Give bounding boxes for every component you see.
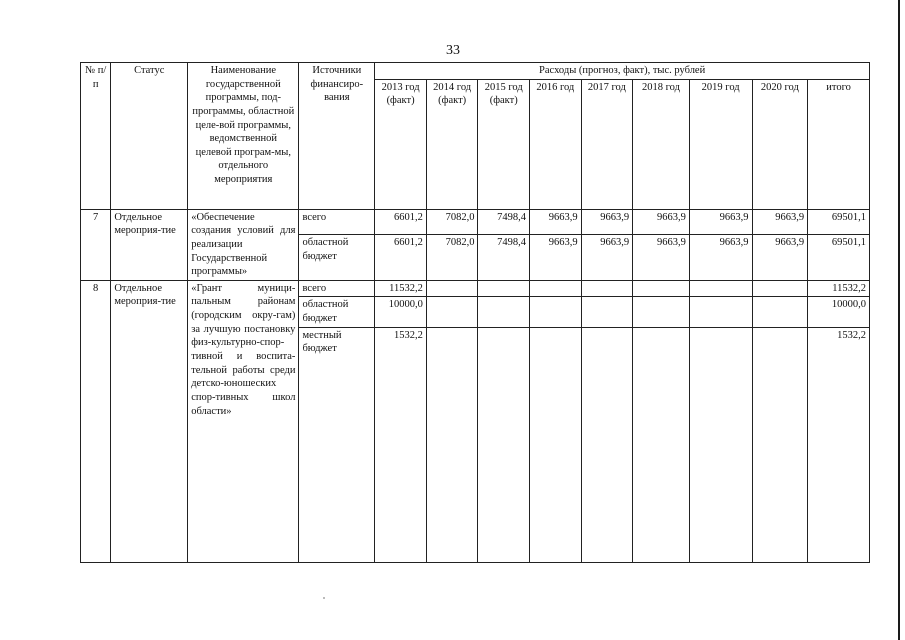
source-label: областной бюджет <box>299 297 375 327</box>
value-cell: 1532,2 <box>375 327 427 562</box>
value-cell <box>426 280 478 297</box>
header-year-0: 2013 год (факт) <box>375 79 427 209</box>
row-name: «Грант муници-пальным районам (городским окру-гам) за лучшую постановку физ-культурно-спор-тивной и воспита-тельной работы среди детско-юношеских спор-тивных школ области» <box>188 280 299 562</box>
value-cell <box>689 280 752 297</box>
header-num: № п/п <box>81 63 111 210</box>
value-cell: 9663,9 <box>581 209 633 234</box>
header-year-6: 2019 год <box>689 79 752 209</box>
row-status: Отдельное мероприя-тие <box>111 280 188 562</box>
value-cell <box>752 297 808 327</box>
value-cell: 7498,4 <box>478 209 530 234</box>
value-cell <box>581 297 633 327</box>
value-cell <box>689 297 752 327</box>
value-cell: 9663,9 <box>689 234 752 280</box>
scan-speck <box>323 597 325 599</box>
value-cell: 9663,9 <box>752 234 808 280</box>
value-cell: 7082,0 <box>426 209 478 234</box>
value-cell: 9663,9 <box>530 234 582 280</box>
value-cell: 7082,0 <box>426 234 478 280</box>
value-cell: 10000,0 <box>808 297 870 327</box>
row-status: Отдельное мероприя-тие <box>111 209 188 280</box>
value-cell <box>530 297 582 327</box>
value-cell: 11532,2 <box>808 280 870 297</box>
value-cell <box>530 280 582 297</box>
value-cell <box>633 280 690 297</box>
source-label: всего <box>299 280 375 297</box>
value-cell <box>426 327 478 562</box>
source-label: местный бюджет <box>299 327 375 562</box>
header-source: Источники финансиро-вания <box>299 63 375 210</box>
value-cell: 6601,2 <box>375 234 427 280</box>
value-cell <box>752 327 808 562</box>
value-cell <box>478 280 530 297</box>
value-cell: 9663,9 <box>633 209 690 234</box>
table-row <box>81 209 870 234</box>
header-row-1 <box>81 63 870 80</box>
header-year-2: 2015 год (факт) <box>478 79 530 209</box>
value-cell: 1532,2 <box>808 327 870 562</box>
value-cell <box>581 280 633 297</box>
header-year-4: 2017 год <box>581 79 633 209</box>
header-year-1: 2014 год (факт) <box>426 79 478 209</box>
value-cell: 9663,9 <box>689 209 752 234</box>
value-cell: 6601,2 <box>375 209 427 234</box>
value-cell: 9663,9 <box>633 234 690 280</box>
header-status: Статус <box>111 63 188 210</box>
value-cell <box>581 327 633 562</box>
header-name: Наименование государственной программы, под-программы, областной целе-вой программы, ведомственной целевой програм-мы, отдельного мероприятия <box>188 63 299 210</box>
value-cell: 9663,9 <box>581 234 633 280</box>
value-cell: 9663,9 <box>530 209 582 234</box>
value-cell: 69501,1 <box>808 234 870 280</box>
table-row <box>81 280 870 297</box>
value-cell <box>689 327 752 562</box>
value-cell: 9663,9 <box>752 209 808 234</box>
header-year-8: итого <box>808 79 870 209</box>
value-cell: 69501,1 <box>808 209 870 234</box>
value-cell <box>530 327 582 562</box>
value-cell <box>633 297 690 327</box>
header-expenses: Расходы (прогноз, факт), тыс. рублей <box>375 63 870 80</box>
header-year-7: 2020 год <box>752 79 808 209</box>
value-cell: 7498,4 <box>478 234 530 280</box>
value-cell <box>478 327 530 562</box>
source-label: областной бюджет <box>299 234 375 280</box>
value-cell <box>426 297 478 327</box>
value-cell <box>752 280 808 297</box>
value-cell <box>478 297 530 327</box>
value-cell <box>633 327 690 562</box>
budget-table <box>80 62 870 563</box>
header-year-5: 2018 год <box>633 79 690 209</box>
row-name: «Обеспечение создания условий для реализации Государственной программы» <box>188 209 299 280</box>
row-num: 8 <box>81 280 111 562</box>
header-year-3: 2016 год <box>530 79 582 209</box>
value-cell: 11532,2 <box>375 280 427 297</box>
value-cell: 10000,0 <box>375 297 427 327</box>
scan-edge-line <box>898 0 900 640</box>
source-label: всего <box>299 209 375 234</box>
row-num: 7 <box>81 209 111 280</box>
page-number: 33 <box>446 43 460 58</box>
